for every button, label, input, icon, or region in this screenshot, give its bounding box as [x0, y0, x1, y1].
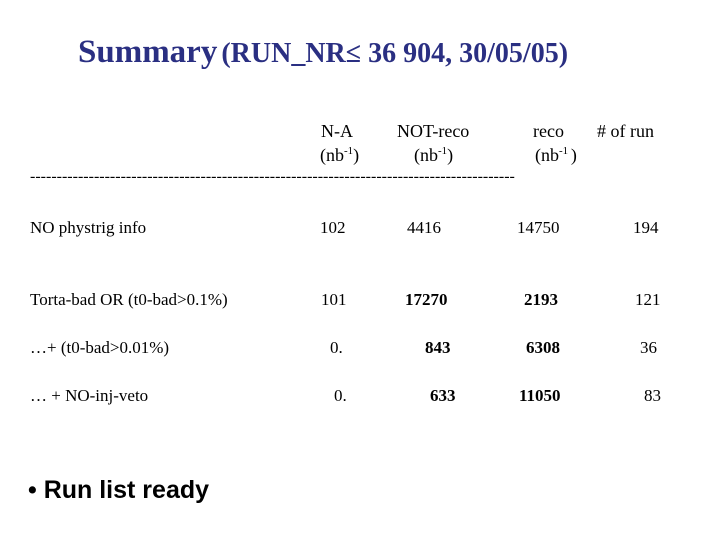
col-header-not-reco: NOT-reco [397, 121, 470, 141]
col-unit-na: $(nb^{-1})$ [320, 145, 360, 165]
cell-reco: 11050 [519, 386, 561, 405]
bullet-run-list: • Run list ready [28, 476, 210, 504]
cell-runs: 121 [635, 290, 661, 309]
cell-runs: 194 [633, 218, 659, 237]
col-unit-reco: ($nb^{-1}$ ) [535, 145, 577, 165]
row-label-no-phystrig: NO phystrig info [30, 218, 147, 237]
col-unit-not-reco: $(nb^{-1})$ [414, 145, 454, 165]
page-title [78, 34, 568, 71]
cell-not-reco: 633 [430, 386, 456, 405]
cell-runs: 83 [644, 386, 661, 405]
cell-not-reco: 4416 [407, 218, 441, 237]
row-label-no-inj-veto: … + NO-inj-veto [30, 386, 149, 405]
col-header-na: N-A [321, 121, 353, 141]
cell-na: 0. [330, 338, 343, 357]
cell-reco: 2193 [524, 290, 558, 309]
title-main: Summary [78, 34, 218, 70]
cell-na: 101 [321, 290, 347, 309]
row-label-torta-bad: Torta-bad OR (t0-bad>0.1%) [30, 290, 228, 309]
col-header-reco: reco [533, 121, 564, 141]
cell-not-reco: 843 [425, 338, 451, 357]
cell-reco: 14750 [517, 218, 560, 237]
row-label-t0-bad: …+ (t0-bad>0.01%) [30, 338, 170, 357]
separator-line: ------------------------------------------------------------------------------------------- [30, 168, 515, 185]
title-sub: (RUN_NR≤ 36 904, 30/05/05) [221, 38, 569, 69]
cell-reco: 6308 [526, 338, 560, 357]
cell-na: 102 [320, 218, 346, 237]
cell-not-reco: 17270 [405, 290, 448, 309]
cell-na: 0. [334, 386, 347, 405]
cell-runs: 36 [640, 338, 657, 357]
col-header-runs: # of run [597, 121, 654, 141]
